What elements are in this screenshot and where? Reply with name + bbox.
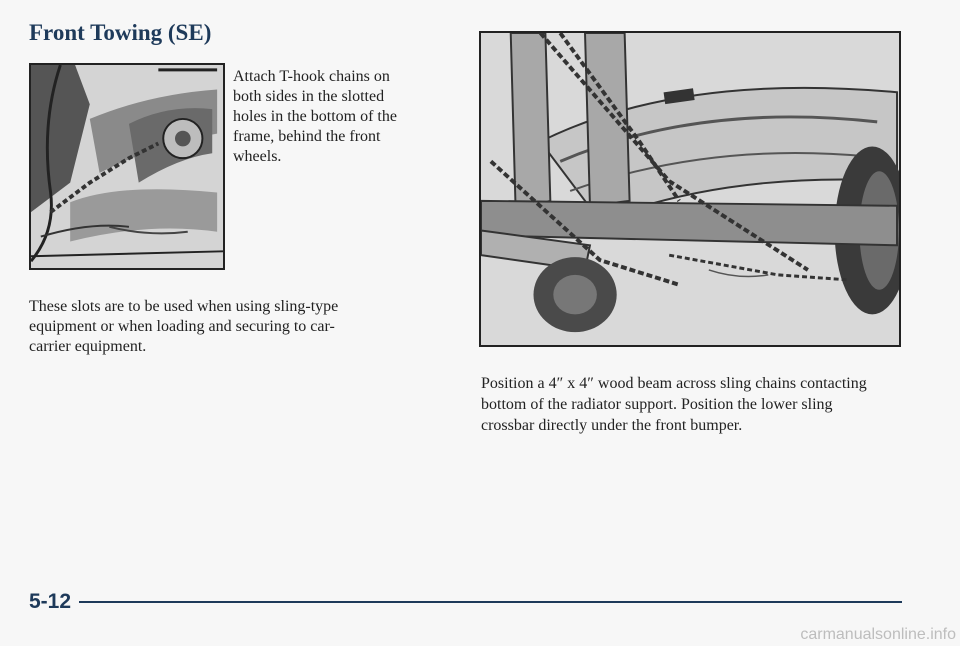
watermark: carmanualsonline.info	[800, 626, 956, 643]
wood-beam-position-paragraph: Position a 4″ x 4″ wood beam across sling chains contacting bottom of the radiator support. Position the lower sling crossbar directly under the front bumper.	[481, 375, 867, 434]
attach-t-hook-paragraph: Attach T-hook chains on both sides in the slotted holes in the bottom of the frame, behind the front wheels.	[233, 68, 397, 165]
t-hook-chain-illustration	[29, 63, 225, 270]
footer-divider	[79, 601, 902, 603]
slots-usage-paragraph: These slots are to be used when using sling-type equipment or when loading and securing to car-carrier equipment.	[29, 298, 339, 355]
page-title: Front Towing (SE)	[29, 20, 212, 45]
sling-towing-illustration	[479, 31, 901, 347]
page-number: 5-12	[29, 590, 72, 613]
